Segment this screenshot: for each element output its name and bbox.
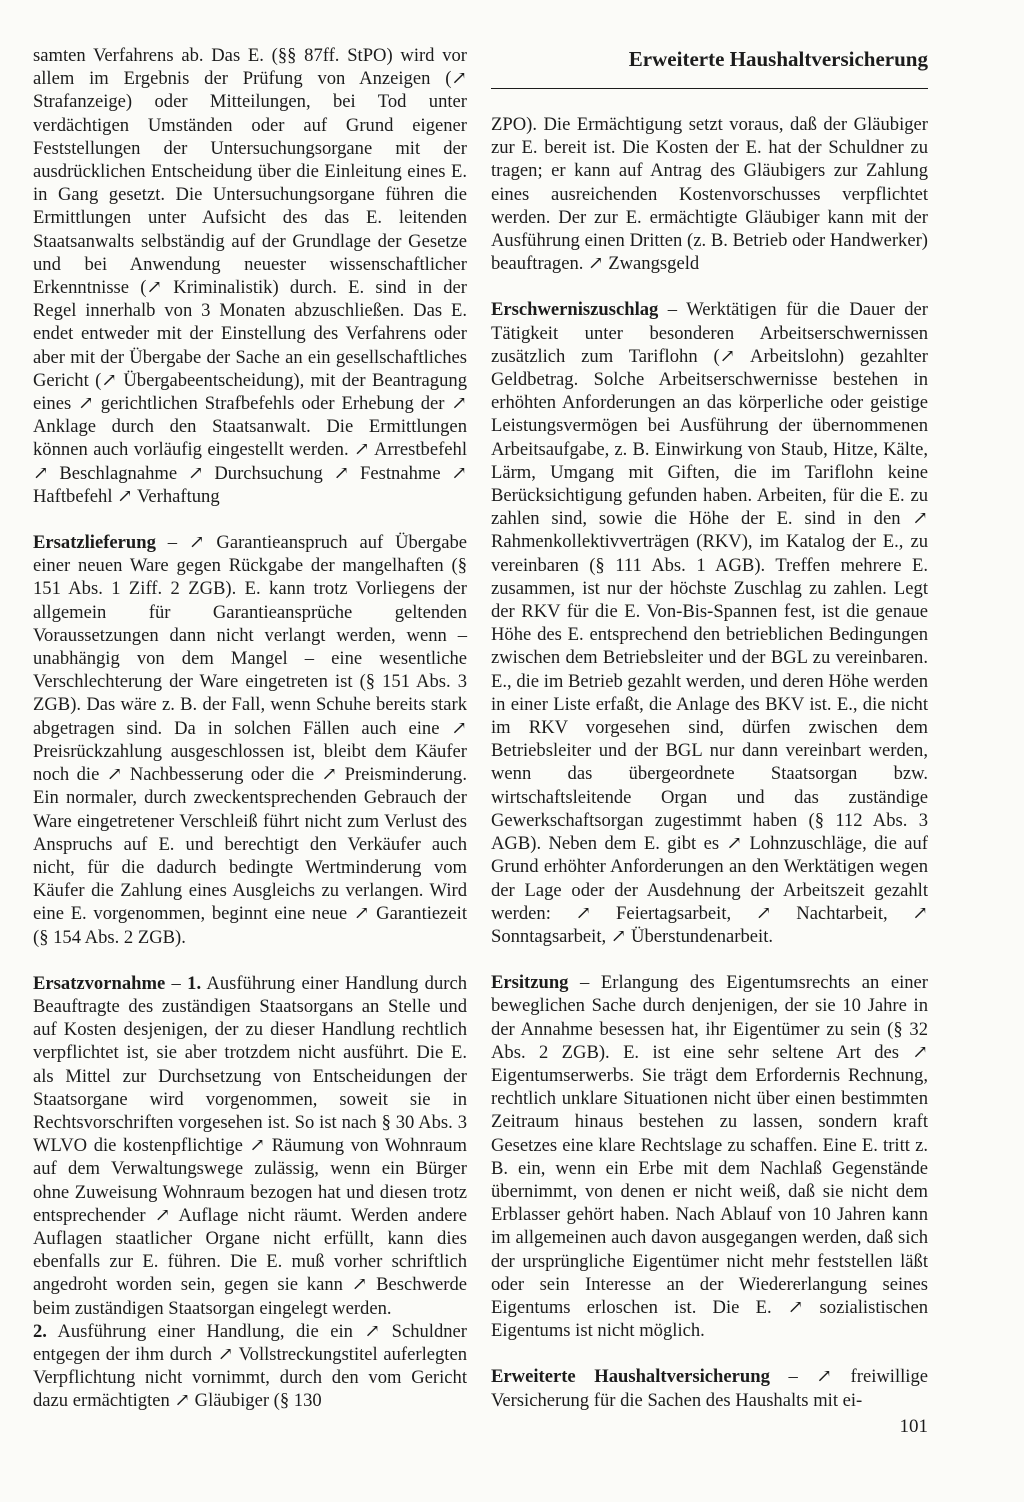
header-rule — [491, 88, 928, 89]
entry-ersatzvornahme: Ersatzvornahme – 1. Ausführung einer Handlung durch Beauftragte des zuständigen Staatsorgans an Stelle und auf Kosten desjenigen, der zu dieser Handlung rechtlich verpflichtet ist, sie aber trotzdem nicht ausführt. Die E. als Mittel zur Durchsetzung von Entscheidungen der Staatsorgane wird vorgenommen, soweit sie in Rechtsvorschriften vorgesehen ist. So ist nach § 30 Abs. 3 WLVO die kostenpflichtige ↗ Räumung von Wohnraum auf dem Verwaltungswege zulässig, wenn ein Bürger ohne Zuweisung Wohnraum bezogen hat und diesen trotz entsprechender ↗ Auflage nicht räumt. Werden andere Auflagen staatlicher Organe nicht erfüllt, kann dies ebenfalls zur E. führen. Die E. muß vorher schriftlich angedroht worden sein, gegen sie kann ↗ Beschwerde beim zuständigen Staatsorgan eingelegt werden. — [33, 972, 467, 1319]
continued-entry-text: ZPO). Die Ermächtigung setzt voraus, daß der Gläubiger zur E. bereit ist. Die Kosten der E. hat der Schuldner zu tragen; er kann auf Antrag des Gläubigers zur Zahlung eines ausreichenden Kostenvorschusses verpflichtet werden. Der zur E. ermächtigte Gläubiger kann mit der Ausführung einen Dritten (z. B. Betrieb oder Handwerker) beauftragen. ↗ Zwangsgeld — [491, 114, 928, 275]
entry-term: Ersitzung — [491, 972, 569, 994]
page-number: 101 — [899, 1416, 928, 1437]
entry-text: – Erlangung des Eigentumsrechts an einer beweglichen Sache durch denjenigen, der sie 10 Jahre in der Annahme besessen hat, ihr Eigentümer zu sein (§ 32 Abs. 2 ZGB). E. ist eine sehr seltene Art des ↗ Eigentumserwerbs. Sie trägt dem Erfordernis Rechnung, rechtlich unklare Situationen nicht über einen bestimmten Zeitraum hinaus bestehen zu lassen, sondern kraft Gesetzes eine klare Rechtslage zu schaffen. Eine E. tritt z. B. ein, wenn ein Erbe mit dem Nachlaß Gegenstände übernimmt, von denen er nicht weiß, daß sie nicht dem Erblasser gehört haben. Nach Ablauf von 10 Jahren kann im allgemeinen auch davon ausgegangen werden, daß sich der ursprüngliche Eigentümer nicht mehr feststellen läßt oder sein Interesse an der Wiedererlangung seines Eigentums erloschen ist. Die E. ↗ sozialistischen Eigentums ist nicht möglich. — [491, 972, 928, 1342]
entry-ersatzlieferung — [33, 531, 467, 949]
running-head: Erweiterte Haushaltversicherung — [628, 47, 928, 71]
left-column — [33, 44, 467, 1413]
entry-erschwerniszuschlag — [491, 298, 928, 948]
entry-ersitzung — [491, 971, 928, 1342]
entry-text: – Werktätigen für die Dauer der Tätigkeit unter besonderen Arbeitserschwernissen zusätzlich zum Tariflohn (↗ Arbeitslohn) gezahlter Geldbetrag. Solche Arbeitserschwernisse bestehen in erhöhten Anforderungen an das körperliche oder geistige Leistungsvermögen bei Ausführung der übernommenen Arbeitsaufgabe, z. B. Einwirkung von Staub, Hitze, Kälte, Lärm, Umgang mit Giften, die im Tariflohn keine Berücksichtigung gefunden haben. Arbeiten, für die E. zu zahlen sind, sowie die Höhe der E. sind in den ↗ Rahmenkollektivverträgen (RKV), im Katalog der E., zu vereinbaren (§ 111 Abs. 1 AGB). Treffen mehrere E. zusammen, ist nur der höchste Zuschlag zu zahlen. Legt der RKV für die E. Von-Bis-Spannen fest, ist die genaue Höhe des E. entsprechend den betrieblichen Bedingungen zwischen dem Betriebsleiter und der BGL zu vereinbaren. E., die im Betrieb gezahlt werden, und deren Höhe werden in einer Liste erfaßt, die Anlage des BKV ist. E., die nicht im RKV vorgesehen sind, dürfen zwischen dem Betriebsleiter und der BGL nur dann vereinbart werden, wenn das übergeordnete Staatsorgan bzw. wirtschaftsleitende Organ und das zuständige Gewerkschaftsorgan zugestimmt haben (§ 112 Abs. 3 AGB). Neben dem E. gibt es ↗ Lohnzuschläge, die auf Grund erhöhter Anforderungen an den Werktätigen wegen der Lage oder der Ausdehnung der Arbeitszeit gezahlt werden: ↗ Feiertagsarbeit, ↗ Nachtarbeit, ↗ Sonntagsarbeit, ↗ Überstundenarbeit. — [491, 299, 928, 947]
sense-number: 1. — [187, 972, 202, 994]
right-column — [491, 113, 928, 1412]
entry-ersatzvornahme-sense-2 — [33, 1320, 467, 1413]
continued-entry-text: samten Verfahrens ab. Das E. (§§ 87ff. StPO) wird vor allem im Ergebnis der Prüfung von Anzeigen (↗ Strafanzeige) oder Mitteilungen, bei Tod unter verdächtigen Umständen oder auf Grund eigener Feststellungen der Untersuchungsorgane mit der ausdrücklichen Entscheidung über die Einleitung eines E. in Gang gesetzt. Die Untersuchungsorgane führen die Ermittlungen unter Aufsicht des das E. leitenden Staatsanwalts selbständig auf der Grundlage der Gesetze und bei Anwendung neuester wissenschaftlicher Erkenntnisse (↗ Kriminalistik) durch. E. sind in der Regel innerhalb von 3 Monaten abzuschließen. Das E. endet entweder mit der Einstellung des Verfahrens oder aber mit der Übergabe der Sache an ein gesellschaftliches Gericht (↗ Übergabeentscheidung), mit der Beantragung eines ↗ gerichtlichen Strafbefehls oder Erhebung der ↗ Anklage durch den Staatsanwalt. Die Ermittlungen können auch vorläufig eingestellt werden. ↗ Arrestbefehl ↗ Beschlagnahme ↗ Durchsuchung ↗ Festnahme ↗ Haftbefehl ↗ Verhaftung — [33, 45, 467, 507]
entry-erweiterte-haushaltversicherung — [491, 1365, 928, 1411]
entry-text: – ↗ freiwillige Versicherung für die Sachen des Haushalts mit ei- — [491, 1366, 928, 1411]
entry-term: Ersatzlieferung — [33, 532, 156, 554]
entry-term: Erschwerniszuschlag — [491, 299, 659, 321]
entry-text: – ↗ Garantieanspruch auf Übergabe einer neuen Ware gegen Rückgabe der mangelhaften (§ 151 Abs. 1 Ziff. 2 ZGB). E. kann trotz Vorliegens der allgemein für Garantieansprüche geltenden Voraussetzungen dann nicht verlangt werden, wenn – unabhängig von dem Mangel – eine wesentliche Verschlechterung der Ware eingetreten ist (§ 151 Abs. 3 ZGB). Das wäre z. B. der Fall, wenn Schuhe bereits stark abgetragen sind. Da in solchen Fällen auch eine ↗ Preisrückzahlung ausgeschlossen ist, bleibt dem Käufer noch die ↗ Nachbesserung oder die ↗ Preisminderung. Ein normaler, durch zweckentsprechenden Gebrauch der Ware eingetretener Verschleiß führt nicht zum Verlust des Anspruchs auf E. und berechtigt den Verkäufer auch nicht, für die dadurch bedingte Wertminderung vom Käufer die Zahlung eines Ausgleichs zu verlangen. Wird eine E. vorgenommen, beginnt eine neue ↗ Garantiezeit (§ 154 Abs. 2 ZGB). — [33, 532, 467, 948]
entry-term: Ersatzvornahme — [33, 972, 166, 994]
entry-term: Erweiterte Haushaltversicherung — [491, 1366, 770, 1388]
entry-text: Ausführung einer Handlung durch Beauftragte des zuständigen Staatsorgans an Stelle und auf Kosten desjenigen, der zu dieser Handlung rechtlich verpflichtet ist, sie aber trotzdem nicht ausführt. Die E. als Mittel zur Durchsetzung von Entscheidungen der Staatsorgane wird vorgenommen, soweit sie in Rechtsvorschriften vorgesehen ist. So ist nach § 30 Abs. 3 WLVO die kostenpflichtige ↗ Räumung von Wohnraum auf dem Verwaltungswege zulässig, wenn ein Bürger ohne Zuweisung Wohnraum bezogen hat und diesen trotz entsprechender ↗ Auflage nicht räumt. Werden andere Auflagen staatlicher Organe nicht erfüllt, kann dies ebenfalls zur E. führen. Die E. muß vorher schriftlich angedroht worden sein, gegen sie kann ↗ Beschwerde beim zuständigen Staatsorgan eingelegt werden. — [33, 972, 467, 1319]
entry-text: Ausführung einer Handlung, die ein ↗ Schuldner entgegen der ihm durch ↗ Vollstreckungstitel auferlegten Verpflichtung nicht vornimmt, durch den vom Gericht dazu ermächtigten ↗ Gläubiger (§ 130 — [33, 1320, 467, 1412]
sense-number: 2. — [33, 1320, 47, 1342]
